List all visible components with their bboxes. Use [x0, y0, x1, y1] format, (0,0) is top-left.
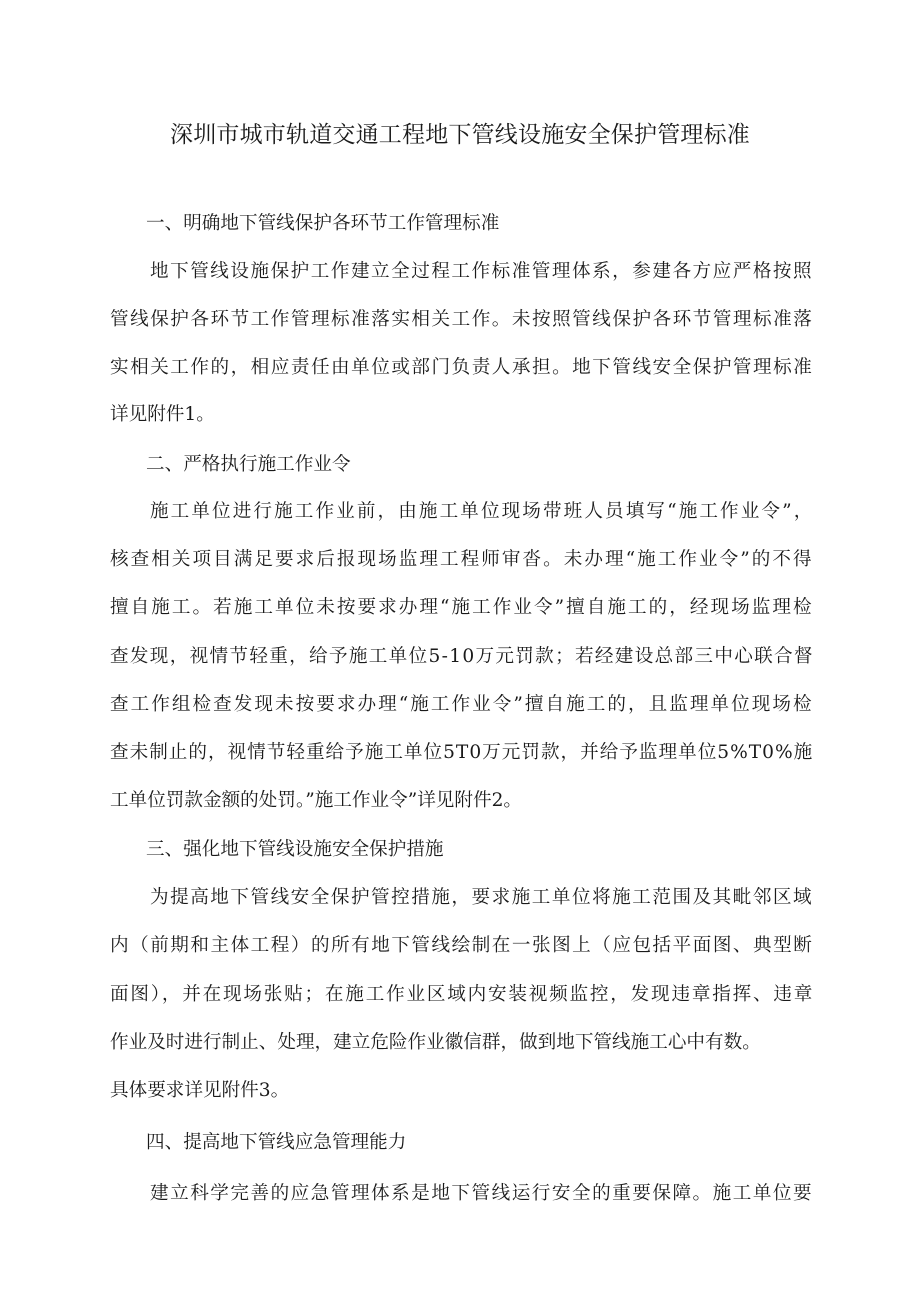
section-3-line-1: 为提高地下管线安全保护管控措施，要求施工单位将施工范围及其毗邻区域: [150, 887, 814, 908]
section-1-line-4: 详见附件1。: [110, 404, 215, 425]
section-2-line-7: 工单位罚款金额的处罚。”施工作业令”详见附件2。: [110, 790, 523, 811]
section-3-heading: 三、强化地下管线设施安全保护措施: [146, 839, 444, 860]
section-4-line-1: 建立科学完善的应急管理体系是地下管线运行安全的重要保障。施工单位要: [150, 1183, 814, 1204]
section-1-line-2: 管线保护各环节工作管理标准落实相关工作。未按照管线保护各环节管理标准落: [110, 309, 814, 330]
section-3-line-3: 面图），并在现场张贴；在施工作业区域内安装视频监控，发现违章指挥、违章: [110, 984, 815, 1005]
section-1-heading: 一、明确地下管线保护各环节工作管理标准: [146, 213, 500, 234]
section-3-line-2: 内（前期和主体工程）的所有地下管线绘制在一张图上（应包括平面图、典型断: [110, 935, 814, 956]
section-4-heading: 四、提高地下管线应急管理能力: [146, 1132, 407, 1153]
section-2-line-6: 查未制止的，视情节轻重给予施工单位5T0万元罚款，并给予监理单位5%T0%施: [110, 742, 814, 763]
section-1-line-3: 实相关工作的，相应责任由单位或部门负责人承担。地下管线安全保护管理标准: [110, 357, 814, 378]
section-2-line-2: 核查相关项目满足要求后报现场监理工程师审沓。未办理“施工作业令”的不得: [110, 549, 814, 570]
section-2-line-4: 查发现，视情节轻重，给予施工单位5-10万元罚款；若经建设总部三中心联合督: [110, 646, 814, 667]
section-2-line-1: 施工单位进行施工作业前，由施工单位现场带班人员填写“施工作业令”，: [150, 501, 815, 522]
section-1-line-1: 地下管线设施保护工作建立全过程工作标准管理体系，参建各方应严格按照: [150, 261, 814, 282]
section-2-line-3: 擅自施工。若施工单位未按要求办理“施工作业令”擅自施工的，经现场监理检: [110, 597, 814, 618]
section-2-heading: 二、严格执行施工作业令: [146, 454, 351, 475]
section-3-line-5: 具体要求详见附件3。: [110, 1080, 290, 1101]
document-title: 深圳市城市轨道交通工程地下管线设施安全保护管理标准: [170, 122, 750, 148]
section-2-line-5: 查工作组检查发现未按要求办理“施工作业令”擅自施工的，且监理单位现场检: [110, 694, 814, 715]
section-3-line-4: 作业及时进行制止、处理，建立危险作业徽信群，做到地下管线施工心中有数。: [110, 1032, 761, 1053]
